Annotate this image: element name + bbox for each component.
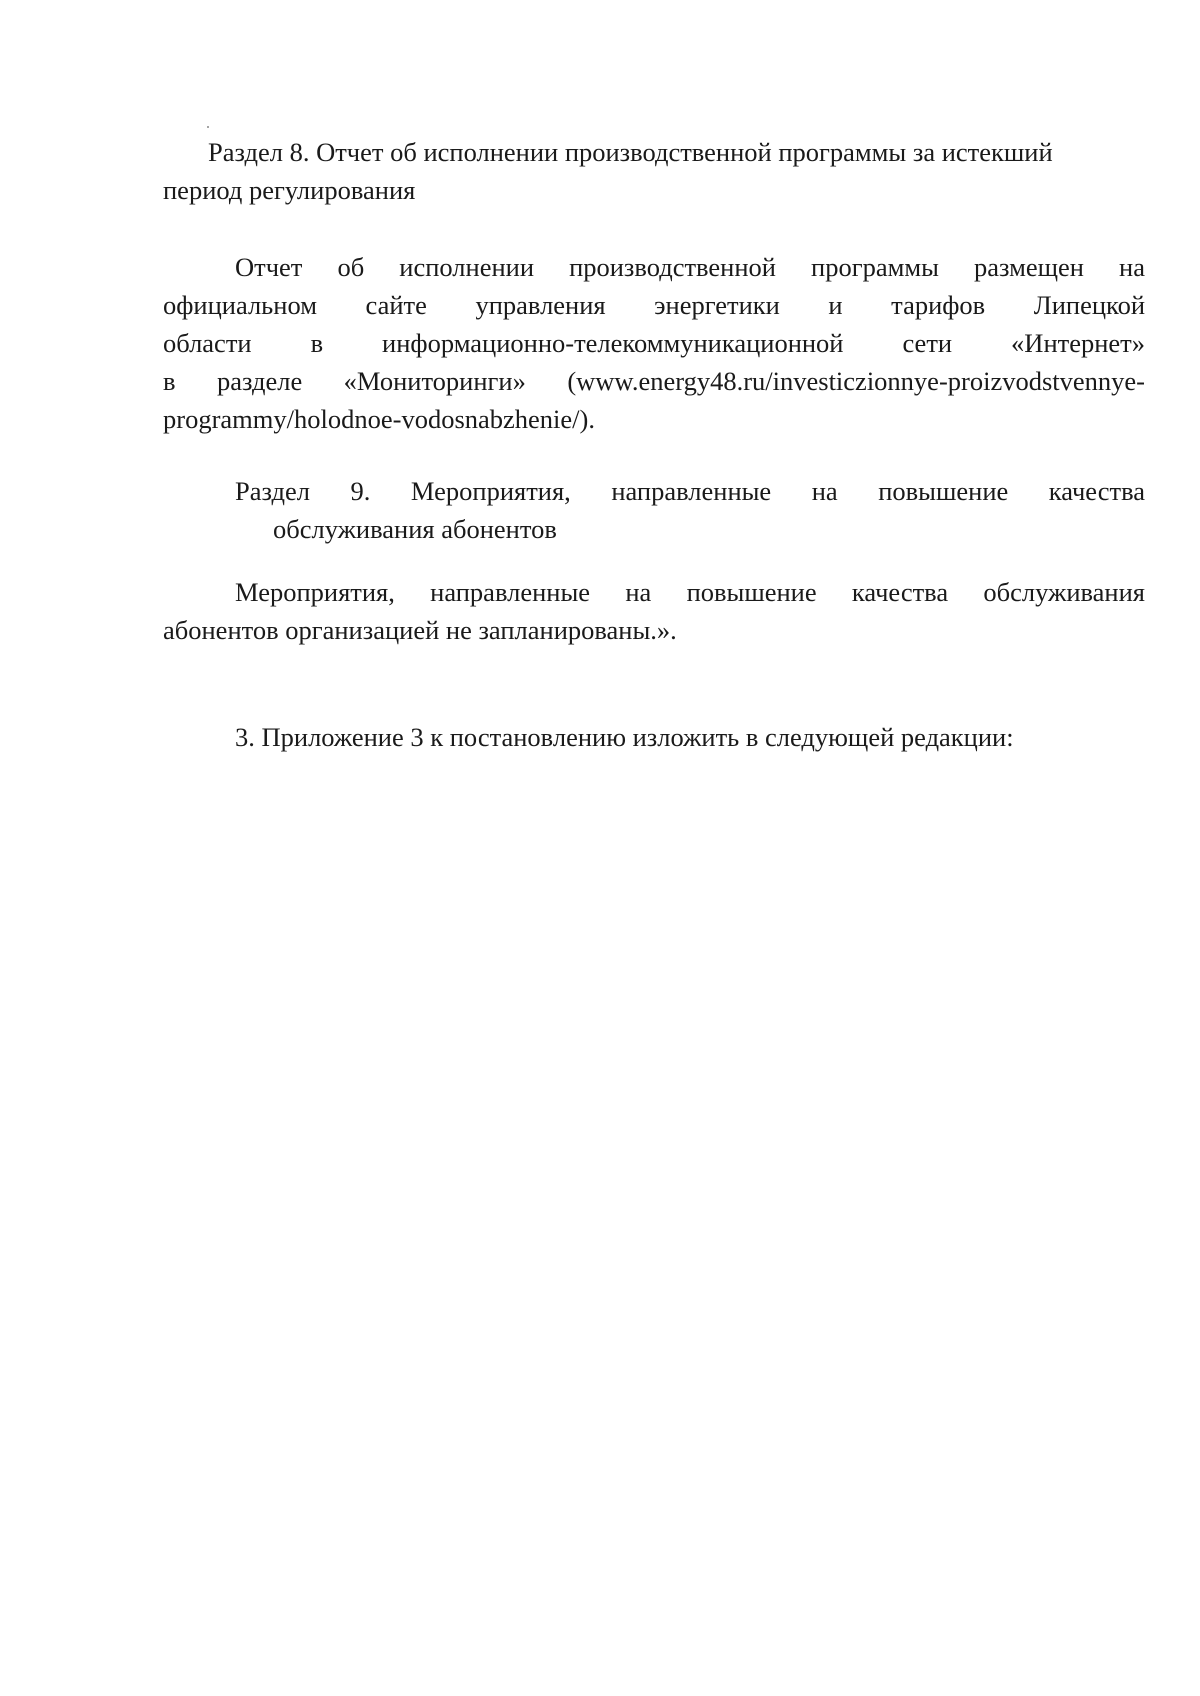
- section-9-heading-line-1: Раздел 9. Мероприятия, направленные на повышение качества: [235, 476, 1145, 506]
- section-8-paragraph-line-5: programmy/holodnoe-vodosnabzhenie/).: [163, 404, 595, 434]
- section-9-paragraph-line-1: Мероприятия, направленные на повышение качества обслуживания: [235, 577, 1145, 607]
- section-9-heading: [235, 472, 1145, 548]
- section-9-paragraph: [163, 573, 1145, 649]
- section-8-paragraph-line-2: официальном сайте управления энергетики и тарифов Липецкой: [163, 290, 1145, 320]
- section-8-paragraph-line-4: в разделе «Мониторинги» (www.energy48.ru/investiczionnye-proizvodstvennye-: [163, 366, 1145, 396]
- section-9-heading-line-2: обслуживания абонентов: [273, 514, 557, 544]
- section-8-heading-line-2: период регулирования: [163, 175, 416, 205]
- item-3: [235, 718, 1145, 756]
- section-8-paragraph-line-3: области в информационно-телекоммуникационной сети «Интернет»: [163, 328, 1145, 358]
- section-8-heading-line-1: Раздел 8. Отчет об исполнении производственной программы за истекший: [208, 137, 1053, 167]
- scan-speck: [207, 126, 209, 128]
- section-8-paragraph-line-1: Отчет об исполнении производственной программы размещен на: [235, 252, 1145, 282]
- section-9-paragraph-line-2: абонентов организацией не запланированы.».: [163, 615, 677, 645]
- section-8-heading: [163, 133, 1145, 209]
- section-8-paragraph: [163, 248, 1145, 438]
- item-3-text: 3. Приложение 3 к постановлению изложить в следующей редакции:: [235, 722, 1014, 752]
